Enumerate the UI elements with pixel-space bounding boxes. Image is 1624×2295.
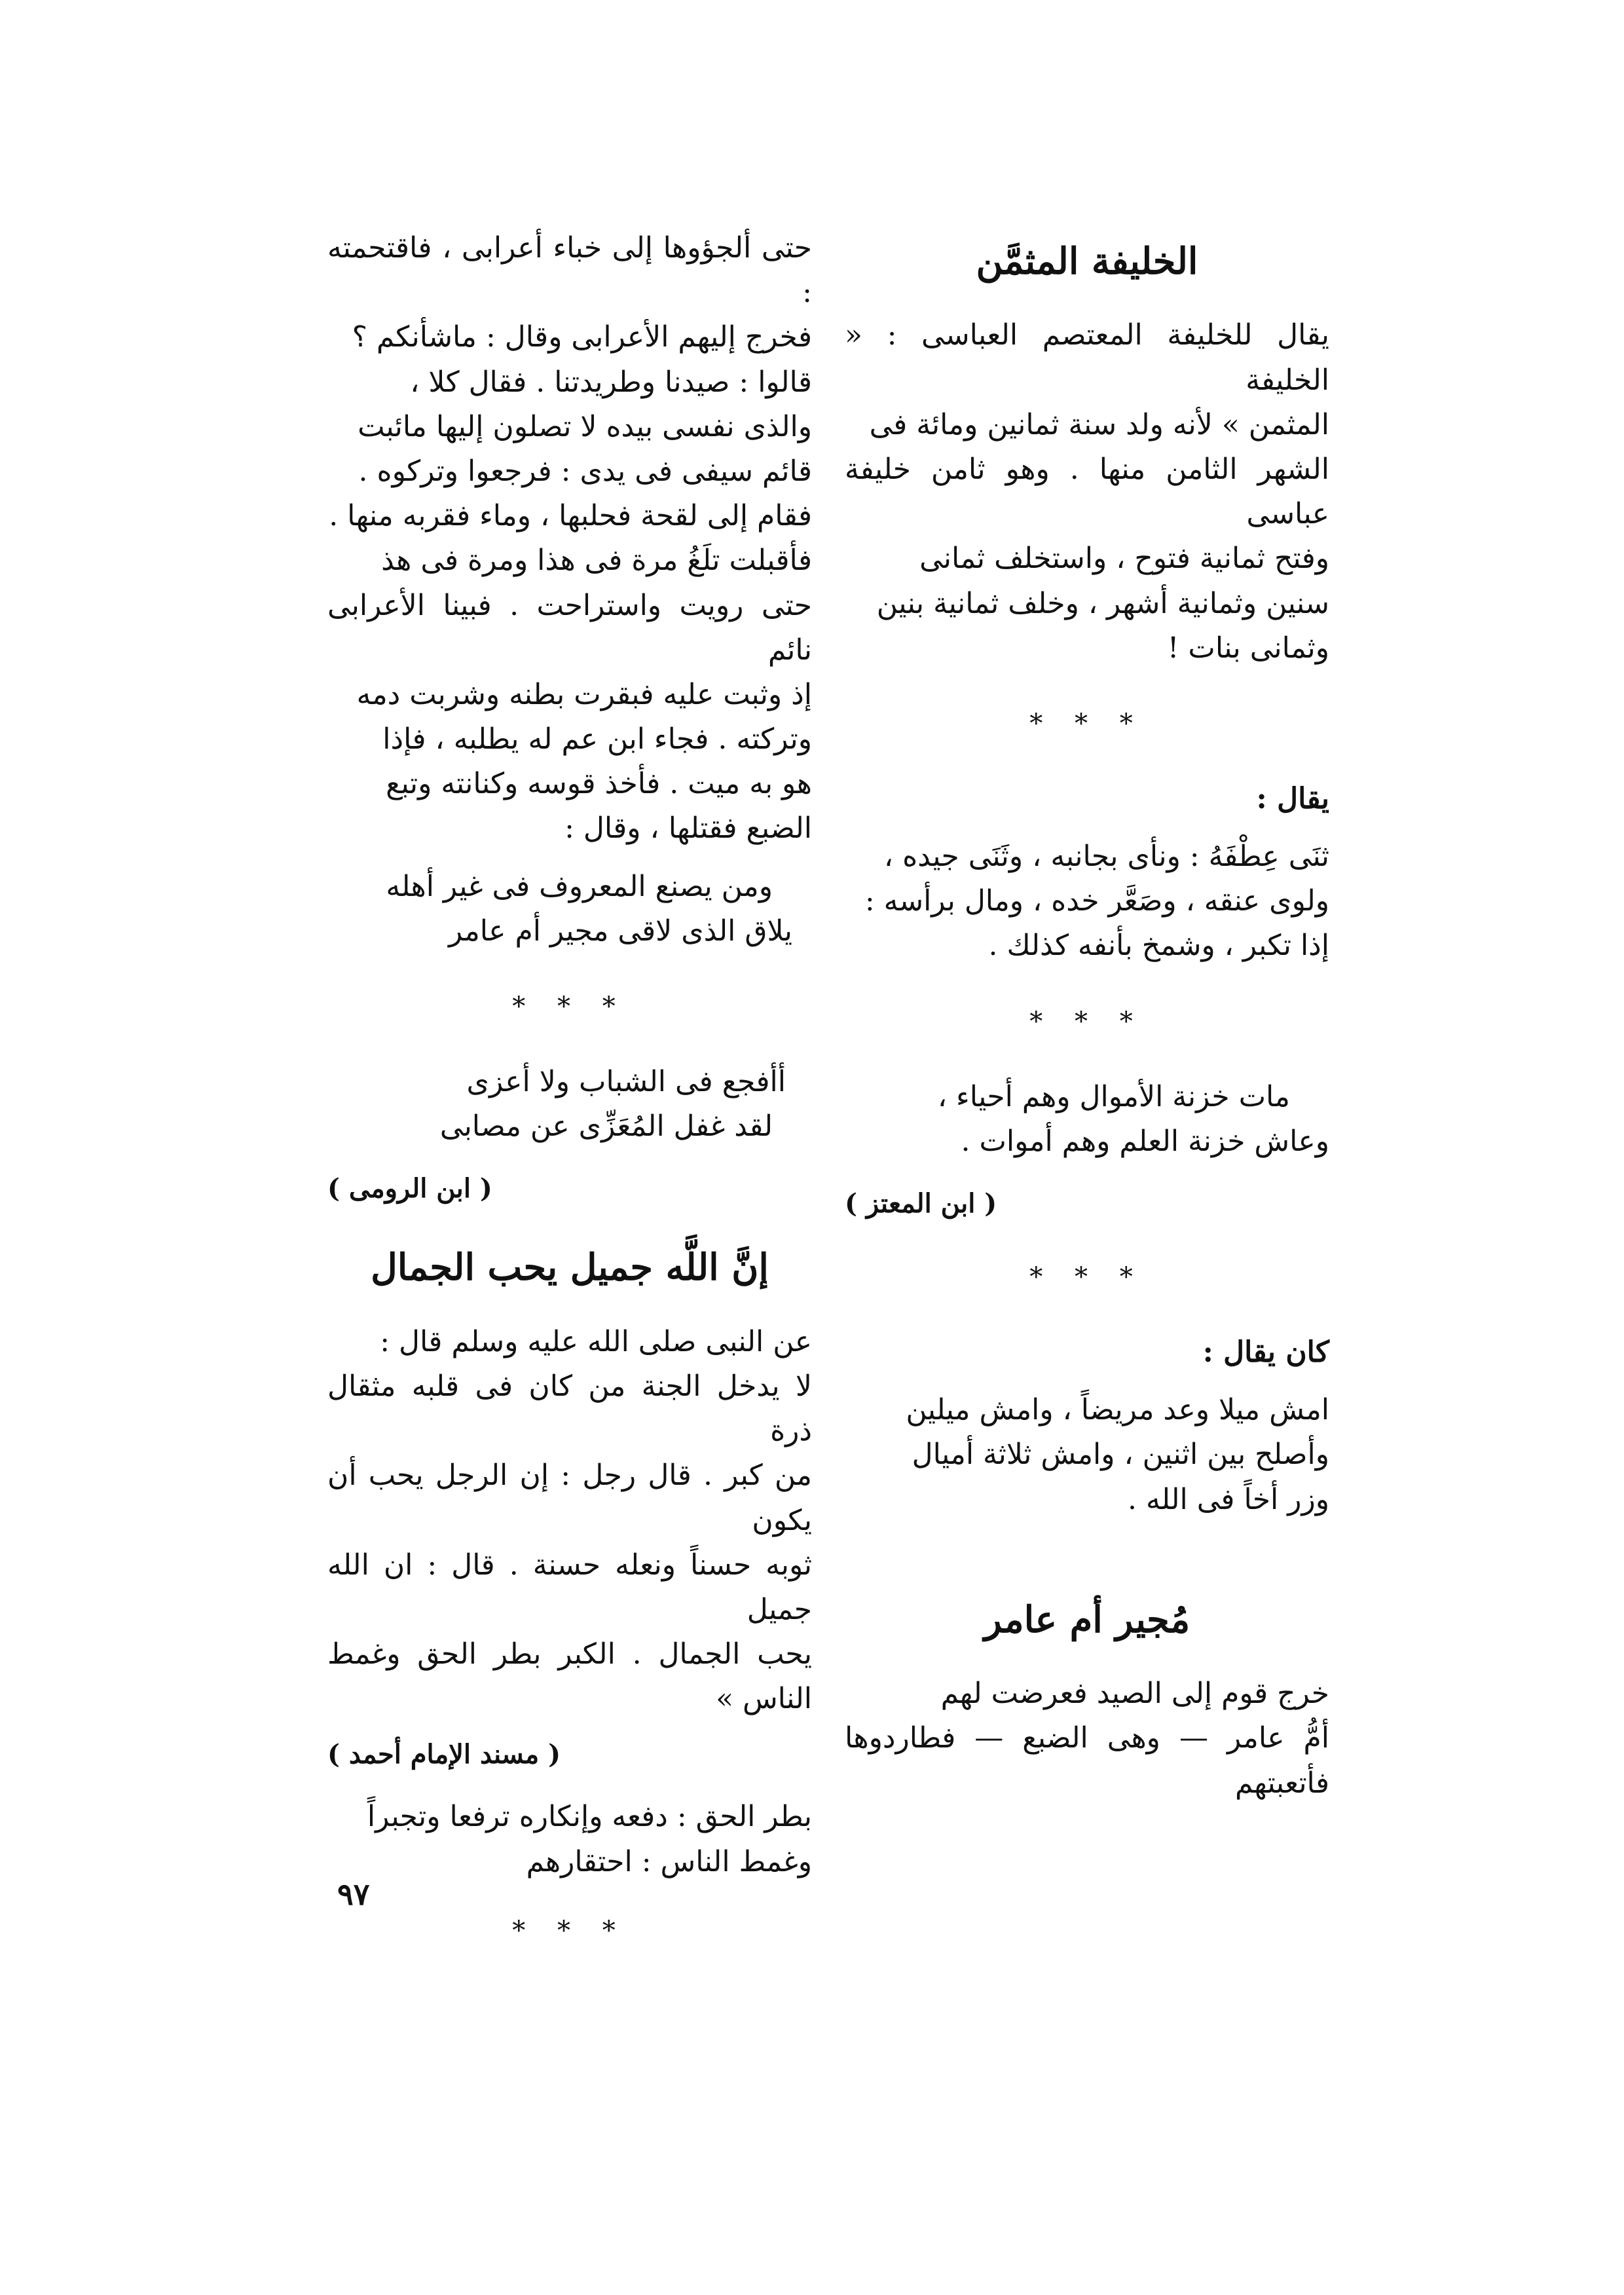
text-line: ثوبه حسناً ونعله حسنة . قال : ان الله جميل bbox=[327, 1548, 812, 1626]
verse-line: مات خزنة الأموال وهم أحياء ، bbox=[937, 1079, 1290, 1113]
verse-line: أأفجع فى الشباب ولا أعزى bbox=[466, 1065, 786, 1098]
text-line: يحب الجمال . الكبر بطر الحق وغمط الناس » bbox=[327, 1637, 812, 1716]
section-divider: * * * bbox=[1029, 1262, 1145, 1293]
page-number: ٩٧ bbox=[337, 1876, 370, 1912]
section-label: كان يقال : bbox=[1202, 1335, 1329, 1370]
text-line: المثمن » لأنه ولد سنة ثمانين ومائة فى bbox=[869, 407, 1329, 441]
text-line: أمُّ عامر — وهى الضبع — فطاردوها فأتعبتهم bbox=[845, 1721, 1329, 1800]
section-divider: * * * bbox=[1029, 1006, 1145, 1037]
text-line: من كبر . قال رجل : إن الرجل يحب أن يكون bbox=[327, 1459, 812, 1537]
text-line: ثنَى عِطْفَهُ : ونأى بجانبه ، وثَنَى جيده ، bbox=[883, 840, 1329, 874]
text-line: قائم سيفى فى يدى : فرجعوا وتركوه . bbox=[358, 454, 812, 488]
paragraph bbox=[327, 226, 812, 851]
text-line: فأقبلت تلَغُ مرة فى هذا ومرة فى هذ bbox=[381, 544, 812, 578]
text-line: قالوا : صيدنا وطريدتنا . فقال كلا ، bbox=[410, 365, 812, 399]
text-line: وتركته . فجاء ابن عم له يطلبه ، فإذا bbox=[382, 722, 812, 756]
gloss-line: بطر الحق : دفعه وإنكاره ترفعا وتجبراً bbox=[367, 1800, 812, 1834]
text-line: يقال للخليفة المعتصم العباسى : « الخليفة bbox=[845, 318, 1329, 397]
text-line: هو به ميت . فأخذ قوسه وكنانته وتبع bbox=[386, 767, 812, 801]
text-line: سنين وثمانية أشهر ، وخلف ثمانية بنين bbox=[876, 586, 1329, 620]
verse-line: يلاق الذى لاقى مجير أم عامر bbox=[448, 914, 792, 948]
section-label: يقال : bbox=[1256, 781, 1329, 815]
text-line: ولوى عنقه ، وصَعَّر خده ، ومال برأسه : bbox=[864, 884, 1329, 918]
section-divider: * * * bbox=[1029, 708, 1145, 739]
text-line: لا يدخل الجنة من كان فى قلبه مثقال ذرة bbox=[327, 1369, 812, 1448]
section-title: مُجير أم عامر bbox=[984, 1597, 1190, 1641]
text-line: عن النبى صلى الله عليه وسلم قال : bbox=[380, 1324, 812, 1358]
paragraph bbox=[327, 1320, 812, 1722]
section-title: إنَّ اللَّه جميل يحب الجمال bbox=[371, 1246, 769, 1290]
text-line: الضبع فقتلها ، وقال : bbox=[564, 812, 812, 846]
verse bbox=[327, 1060, 812, 1149]
paragraph bbox=[845, 1671, 1329, 1806]
attribution: ( ابن المعتز ) bbox=[845, 1188, 997, 1220]
text-line: فقام إلى لقحة فحلبها ، وماء فقربه منها . bbox=[329, 499, 812, 533]
text-line: وفتح ثمانية فتوح ، واستخلف ثمانى bbox=[919, 542, 1329, 576]
text-line: إذا تكبر ، وشمخ بأنفه كذلك . bbox=[988, 929, 1329, 963]
text-line: امش ميلا وعد مريضاً ، وامش ميلين bbox=[906, 1393, 1329, 1427]
text-line: الشهر الثامن منها . وهو ثامن خليفة عباسى bbox=[845, 452, 1329, 531]
attribution: ( ابن الرومى ) bbox=[327, 1173, 492, 1204]
attribution: ( مسند الإمام أحمد ) bbox=[327, 1739, 561, 1770]
text-line: وأصلح بين اثنين ، وامش ثلاثة أميال bbox=[912, 1438, 1329, 1472]
text-line: خرج قوم إلى الصيد فعرضت لهم bbox=[940, 1677, 1329, 1711]
verse-line: لقد غفل المُعَزِّى عن مصابى bbox=[439, 1110, 773, 1144]
text-line: فخرج إليهم الأعرابى وقال : ماشأنكم ؟ bbox=[352, 320, 812, 354]
text-line: إذ وثبت عليه فبقرت بطنه وشربت دمه bbox=[356, 677, 812, 711]
verse-line: وعاش خزنة العلم وهم أموات . bbox=[961, 1124, 1329, 1158]
text-line: وثمانى بنات ! bbox=[1167, 631, 1329, 665]
right-column bbox=[845, 236, 1329, 1819]
paragraph bbox=[845, 313, 1329, 671]
section-divider: * * * bbox=[512, 992, 627, 1022]
section-title: الخليفة المثمَّن bbox=[976, 240, 1198, 283]
text-line: حتى ألجؤوها إلى خباء أعرابى ، فاقتحمته : bbox=[327, 231, 812, 310]
text-line: والذى نفسى بيده لا تصلون إليها مائبت bbox=[358, 409, 812, 443]
left-column bbox=[327, 226, 812, 1984]
gloss bbox=[327, 1795, 812, 1884]
paragraph bbox=[845, 834, 1329, 969]
verse bbox=[327, 865, 812, 954]
text-line: وزر أخاً فى الله . bbox=[1128, 1482, 1329, 1516]
text-line: حتى رويت واستراحت . فبينا الأعرابى نائم bbox=[327, 588, 812, 667]
verse-line: ومن يصنع المعروف فى غير أهله bbox=[386, 869, 773, 903]
paragraph bbox=[845, 1388, 1329, 1522]
section-divider: * * * bbox=[512, 1915, 627, 1946]
gloss-line: وغمط الناس : احتقارهم bbox=[526, 1844, 812, 1878]
verse bbox=[845, 1075, 1329, 1164]
